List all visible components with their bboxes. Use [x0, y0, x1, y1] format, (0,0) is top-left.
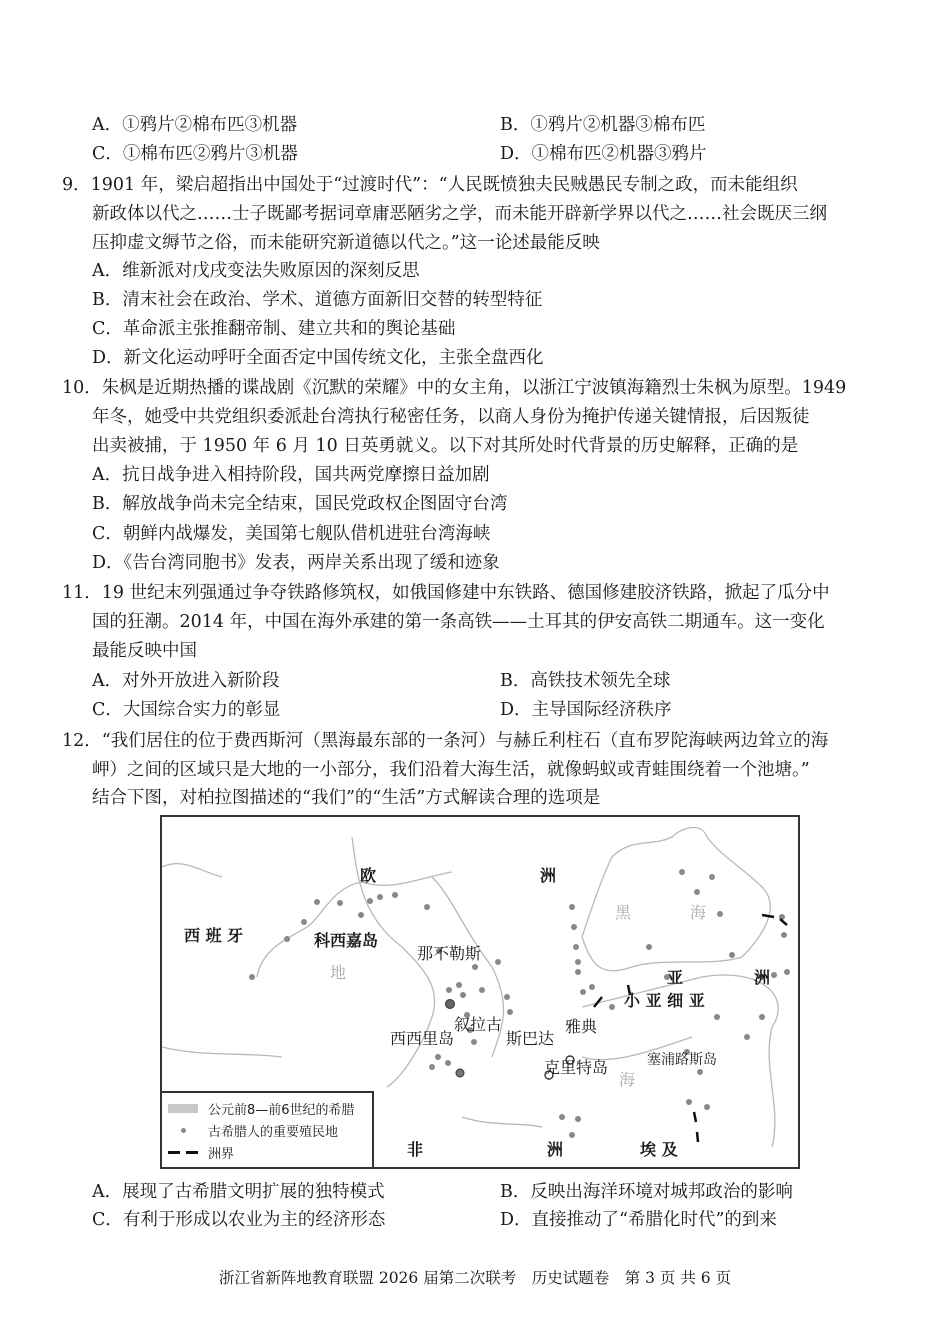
label-cyprus: 塞浦路斯岛: [647, 1052, 717, 1068]
q9-option-c: C．革命派主张推翻帝制、建立共和的舆论基础: [92, 319, 456, 339]
q12-option-b: B．反映出海洋环境对城邦政治的影响: [500, 1182, 793, 1202]
label-asia-minor: 小 亚 细 亚: [624, 991, 705, 1010]
label-black-sea: 海: [690, 903, 707, 922]
label-asia: 洲: [754, 968, 771, 987]
q10-option-b: B．解放战争尚未完全结束，国民党政权企图固守台湾: [92, 494, 508, 514]
label-sicily: 西西里岛: [390, 1029, 455, 1048]
boundary-dash-icon: [168, 1151, 198, 1154]
q12-stem: 结合下图，对柏拉图描述的“我们”的“生活”方式解读合理的选项是: [92, 788, 601, 808]
q10-option-a: A．抗日战争进入相持阶段，国共两党摩擦日益加剧: [92, 465, 490, 485]
q12-option-c: C．有利于形成以农业为主的经济形态: [92, 1210, 386, 1230]
q11-option-d: D．主导国际经济秩序: [500, 700, 672, 720]
q11-option-c: C．大国综合实力的彰显: [92, 700, 281, 720]
q8-option-d: D．①棉布匹②机器③鸦片: [500, 144, 707, 164]
q9-option-d: D．新文化运动呼吁全面否定中国传统文化，主张全盘西化: [92, 348, 544, 368]
q10-stem: 年冬，她受中共党组织委派赴台湾执行秘密任务，以商人身份为掩护传递关键情报，后因叛徒: [92, 407, 810, 427]
q11-option-a: A．对外开放进入新阶段: [92, 671, 280, 691]
label-black-sea: 黑: [615, 903, 632, 922]
q10-option-d: D．《告台湾同胞书》发表，两岸关系出现了缓和迹象: [92, 553, 500, 573]
q12-option-d: D．直接推动了“希腊化时代”的到来: [500, 1210, 777, 1230]
q12-stem: 12．“我们居住的位于费西斯河（黑海最东部的一条河）与赫丘利柱石（直布罗陀海峡两边耸立的海: [62, 731, 829, 751]
q11-option-b: B．高铁技术领先全球: [500, 671, 671, 691]
q9-stem: 新政体以代之……士子既鄙考据词章庸恶陋劣之学，而未能开辟新学界以代之……社会既厌三纲: [92, 204, 827, 224]
label-sea: 海: [619, 1070, 636, 1089]
q12-option-a: A．展现了古希腊文明扩展的独特模式: [92, 1182, 385, 1202]
legend-greece: 公元前8—前6世纪的希腊: [208, 1103, 355, 1118]
q10-stem: 出卖被捕，于 1950 年 6 月 10 日英勇就义。以下对其所处时代背景的历史解释，正确的是: [92, 436, 799, 456]
q11-stem: 11．19 世纪末列强通过争夺铁路修筑权，如俄国修建中东铁路、德国修建胶济铁路，掀起了瓜分中: [62, 583, 830, 603]
q11-stem: 最能反映中国: [92, 641, 197, 661]
q12-stem: 岬）之间的区域只是大地的一小部分，我们沿着大海生活，就像蚂蚁或青蛙围绕着一个池塘。”: [92, 760, 810, 780]
map-legend: [160, 1091, 374, 1169]
label-asia: 亚: [667, 968, 684, 987]
label-europe: 洲: [540, 866, 557, 885]
label-sparta: 斯巴达: [506, 1029, 555, 1048]
q8-option-a: A．①鸦片②棉布匹③机器: [92, 115, 298, 135]
label-athens: 雅典: [565, 1017, 598, 1036]
colony-dot-icon: [168, 1126, 198, 1135]
greek-colonies-map: [160, 815, 800, 1169]
q9-stem: 压抑虚文缛节之俗，而未能研究新道德以代之。”这一论述最能反映: [92, 233, 600, 253]
label-africa: 非: [407, 1140, 424, 1159]
label-crete: 克里特岛: [544, 1058, 609, 1077]
page-footer: 浙江省新阵地教育联盟 2026 届第二次联考 历史试题卷 第 3 页 共 6 页: [218, 1269, 732, 1287]
label-corsica: 科西嘉岛: [314, 931, 379, 950]
label-egypt: 埃 及: [640, 1140, 678, 1159]
label-syracuse: 叙拉古: [454, 1015, 503, 1034]
label-spain: 西 班 牙: [184, 926, 244, 945]
legend-boundary: 洲界: [208, 1147, 235, 1162]
label-africa: 洲: [547, 1140, 564, 1159]
q8-option-b: B．①鸦片②机器③棉布匹: [500, 115, 706, 135]
q10-option-c: C．朝鲜内战爆发，美国第七舰队借机进驻台湾海峡: [92, 524, 491, 544]
label-mediterranean: 地: [330, 963, 347, 982]
q11-stem: 国的狂潮。2014 年，中国在海外承建的第一条高铁——土耳其的伊安高铁二期通车。这一变化: [92, 612, 825, 632]
q9-option-b: B．清末社会在政治、学术、道德方面新旧交替的转型特征: [92, 290, 543, 310]
q9-stem: 9．1901 年，梁启超指出中国处于“过渡时代”：“人民既愤独夫民贼愚民专制之政，而未能组织: [62, 175, 798, 195]
label-naples: 那不勒斯: [417, 944, 482, 963]
q8-option-c: C．①棉布匹②鸦片③机器: [92, 144, 298, 164]
greece-swatch-icon: [168, 1104, 198, 1113]
q10-stem: 10．朱枫是近期热播的谍战剧《沉默的荣耀》中的女主角，以浙江宁波镇海籍烈士朱枫为原型。1949: [62, 378, 847, 398]
label-europe: 欧: [360, 866, 377, 885]
legend-colonies: 古希腊人的重要殖民地: [208, 1125, 339, 1140]
q9-option-a: A．维新派对戊戌变法失败原因的深刻反思: [92, 261, 420, 281]
